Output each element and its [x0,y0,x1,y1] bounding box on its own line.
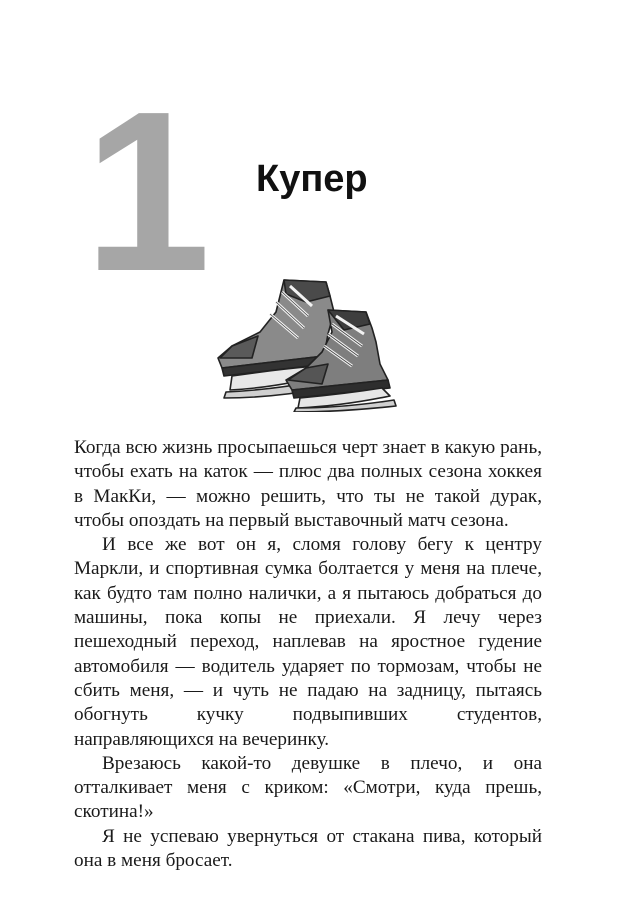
chapter-text [74,436,542,873]
ice-skates-illustration [212,272,412,412]
chapter-number: 1 [84,65,207,319]
chapter-title: Купер [256,158,368,200]
paragraph: Я не успеваю увернуться от стакана пива, который она в меня бросает. [74,825,542,872]
paragraph: Когда всю жизнь просыпаешься черт знает в какую рань, чтобы ехать на каток — плюс два полных сезона хоккея в МакКи, — можно решить, что ты не такой дурак, чтобы опоздать на первый выставочный матч сезона. [74,437,542,531]
paragraph: И все же вот он я, сломя голову бегу к центру Маркли, и спортивная сумка болтается у меня на плече, как будто там полно налички, а я пытаюсь добраться до машины, пока копы не приехали. Я лечу через пешеходный переход, наплевав на яростное гудение автомобиля — водитель ударяет по тормозам, чтобы не сбить меня, — и чуть не падаю на задницу, пытаясь обогнуть кучку подвыпивших студентов, направляющихся на вечеринку. [74,534,542,750]
paragraph: Врезаюсь какой-то девушке в плечо, и она отталкивает меня с криком: «Смотри, куда прешь, скотина!» [74,752,542,823]
